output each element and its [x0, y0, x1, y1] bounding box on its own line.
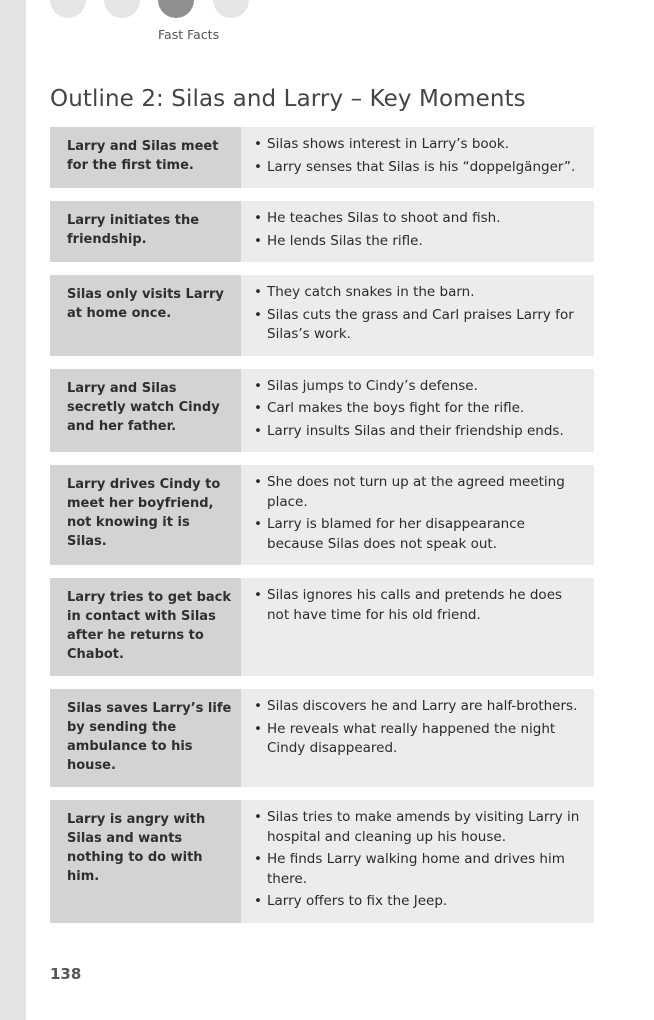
section-tab-fast-facts[interactable] — [158, 0, 194, 18]
bullet-point: • Larry senses that Silas is his “doppelgänger”. — [253, 158, 584, 178]
bullet-point: • Silas tries to make amends by visiting Larry in hospital and cleaning up his house. — [253, 808, 584, 847]
outline-row — [50, 127, 594, 188]
page-number: 138 — [50, 965, 82, 983]
bullet-list — [253, 283, 584, 345]
bullet-list — [253, 377, 584, 442]
key-moment-label: Larry is angry with Silas and wants nothing to do with him. — [50, 800, 241, 923]
key-moment-details — [241, 201, 594, 262]
bullet-point: • Carl makes the boys fight for the rifle. — [253, 399, 584, 419]
outline-row — [50, 800, 594, 923]
bullet-point: • Larry insults Silas and their friendship ends. — [253, 422, 584, 442]
key-moment-label: Larry drives Cindy to meet her boyfriend, not knowing it is Silas. — [50, 465, 241, 565]
key-moment-label: Larry and Silas meet for the first time. — [50, 127, 241, 188]
bullet-list — [253, 209, 584, 251]
bullet-point: • Silas shows interest in Larry’s book. — [253, 135, 584, 155]
bullet-point: • Larry is blamed for her disappearance because Silas does not speak out. — [253, 515, 584, 554]
outline-row — [50, 578, 594, 676]
key-moment-details — [241, 369, 594, 453]
bullet-point: • He lends Silas the rifle. — [253, 232, 584, 252]
section-tab-1[interactable] — [50, 0, 86, 18]
outline-row — [50, 369, 594, 453]
outline-row — [50, 689, 594, 787]
outline-table — [50, 127, 594, 936]
outline-row — [50, 275, 594, 356]
page-title: Outline 2: Silas and Larry – Key Moments — [50, 86, 526, 112]
key-moment-details — [241, 275, 594, 356]
key-moment-label: Larry initiates the friendship. — [50, 201, 241, 262]
key-moment-details — [241, 689, 594, 787]
key-moment-details — [241, 127, 594, 188]
bullet-list — [253, 135, 584, 177]
bullet-point: • Silas jumps to Cindy’s defense. — [253, 377, 584, 397]
bullet-list — [253, 586, 584, 625]
bullet-point: • Larry offers to fix the Jeep. — [253, 892, 584, 912]
bullet-point: • He finds Larry walking home and drives him there. — [253, 850, 584, 889]
side-strip — [0, 0, 26, 1020]
bullet-point: • She does not turn up at the agreed meeting place. — [253, 473, 584, 512]
bullet-point: • They catch snakes in the barn. — [253, 283, 584, 303]
key-moment-details — [241, 800, 594, 923]
key-moment-details — [241, 578, 594, 676]
bullet-point: • Silas discovers he and Larry are half-brothers. — [253, 697, 584, 717]
bullet-list — [253, 808, 584, 912]
section-tab-2[interactable] — [104, 0, 140, 18]
outline-row — [50, 465, 594, 565]
key-moment-label: Silas saves Larry’s life by sending the ambulance to his house. — [50, 689, 241, 787]
bullet-point: • Silas cuts the grass and Carl praises Larry for Silas’s work. — [253, 306, 584, 345]
active-tab-label: Fast Facts — [158, 27, 220, 42]
outline-row — [50, 201, 594, 262]
bullet-point: • He reveals what really happened the night Cindy disappeared. — [253, 720, 584, 759]
key-moment-label: Silas only visits Larry at home once. — [50, 275, 241, 356]
key-moment-details — [241, 465, 594, 565]
bullet-point: • Silas ignores his calls and pretends he does not have time for his old friend. — [253, 586, 584, 625]
bullet-point: • He teaches Silas to shoot and fish. — [253, 209, 584, 229]
key-moment-label: Larry tries to get back in contact with Silas after he returns to Chabot. — [50, 578, 241, 676]
key-moment-label: Larry and Silas secretly watch Cindy and her father. — [50, 369, 241, 453]
bullet-list — [253, 697, 584, 759]
bullet-list — [253, 473, 584, 554]
section-tab-4[interactable] — [213, 0, 249, 18]
